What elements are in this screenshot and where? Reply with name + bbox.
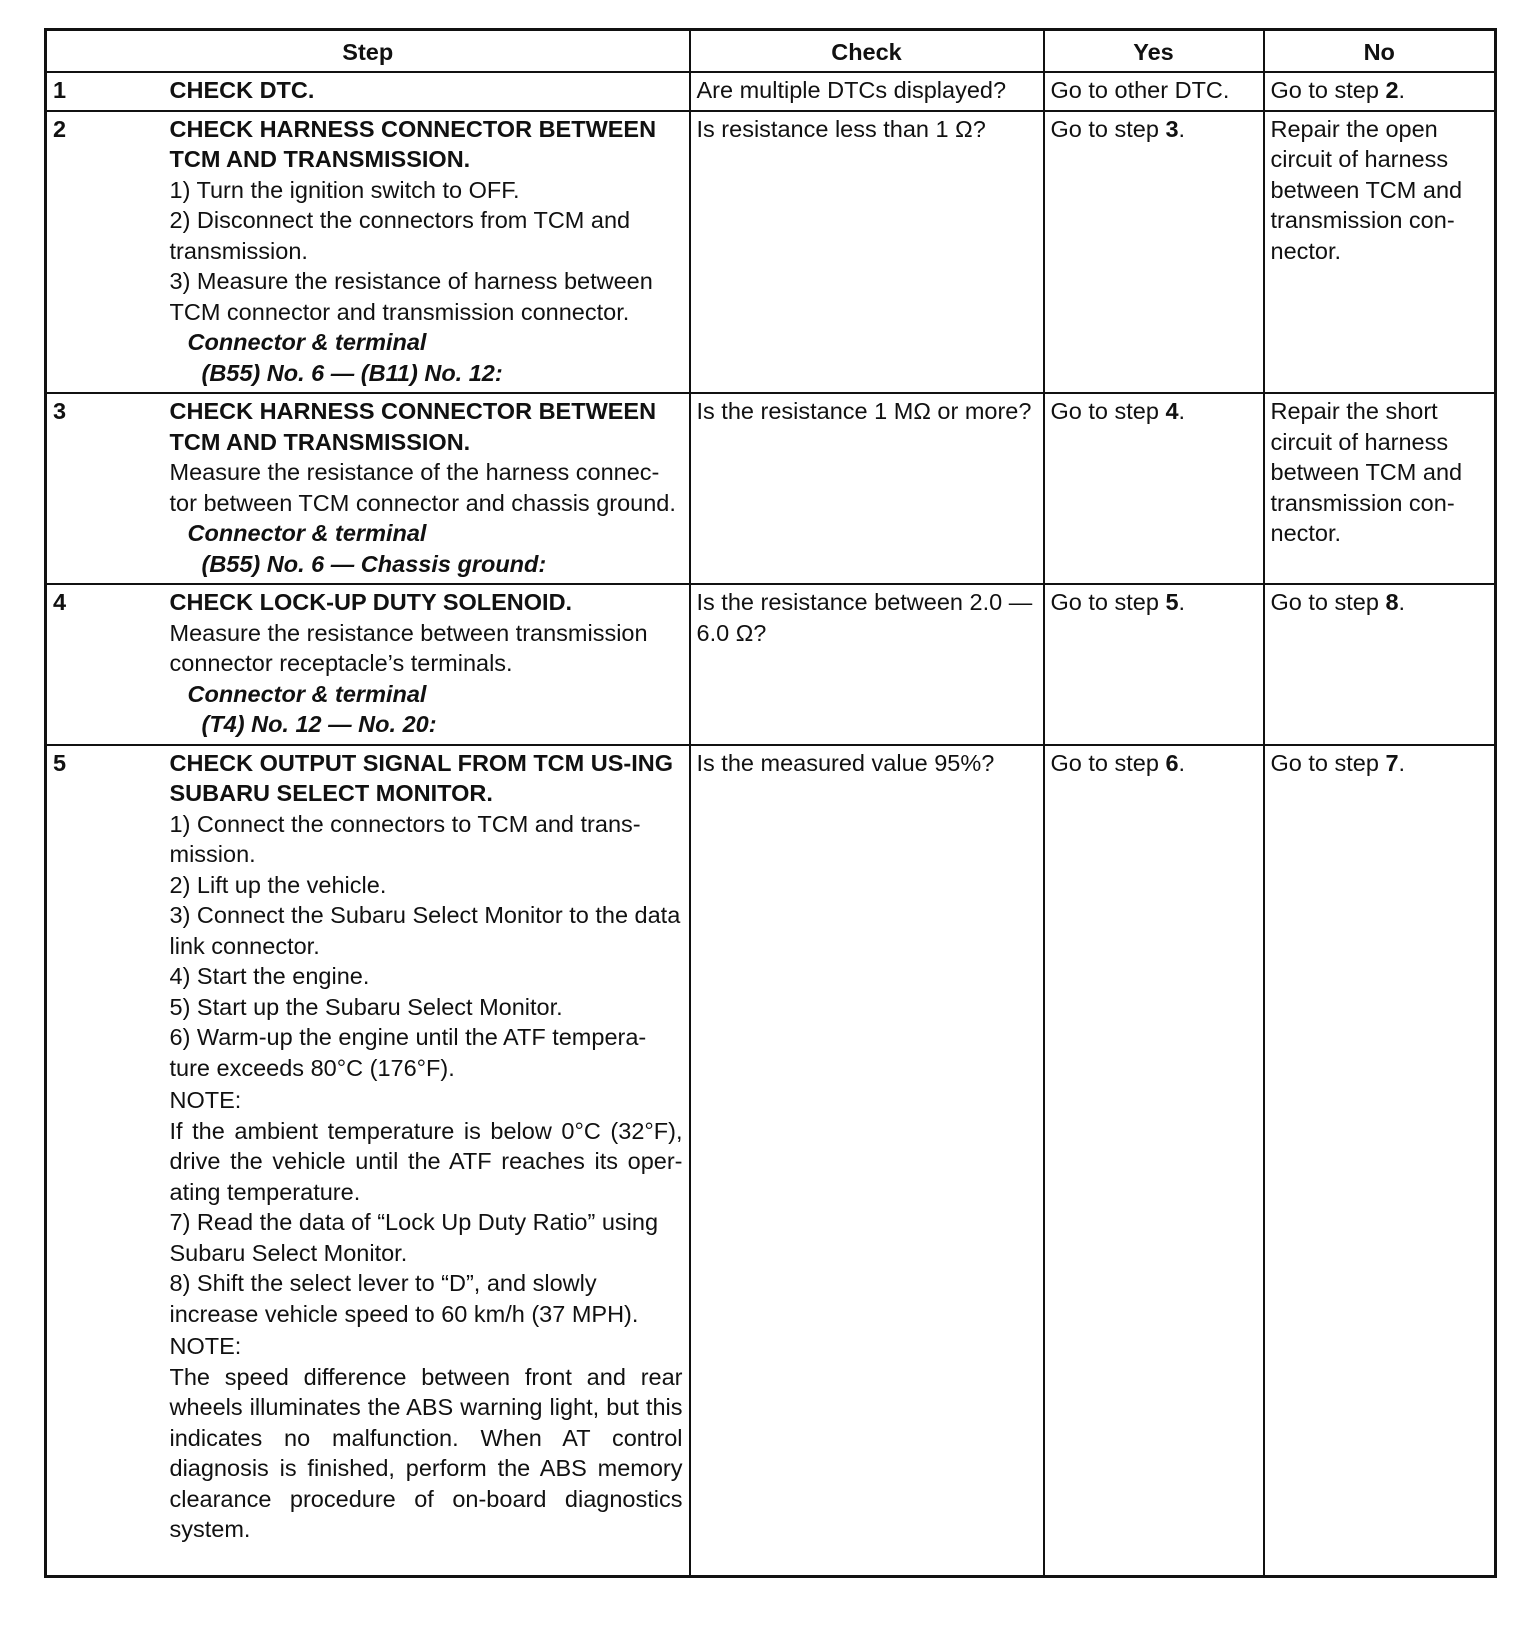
connector-terminal-value: (B55) No. 6 — Chassis ground: bbox=[201, 550, 547, 577]
no-period: . bbox=[1398, 77, 1406, 103]
yes-text: Go to step bbox=[1050, 115, 1166, 142]
table-row bbox=[46, 584, 1496, 745]
step-description bbox=[164, 111, 690, 394]
table-row bbox=[46, 745, 1496, 1577]
no-text: Go to step bbox=[1270, 589, 1386, 615]
step-instruction: Measure the resistance of the harness connec-tor between TCM connector and chassis ground. bbox=[169, 459, 676, 516]
step-instruction: 1) Connect the connectors to TCM and trans-mission. bbox=[169, 810, 641, 867]
step-number: 3 bbox=[46, 393, 164, 584]
yes-cell bbox=[1044, 111, 1264, 394]
note-label: NOTE: bbox=[169, 1333, 242, 1359]
step-title: CHECK HARNESS CONNECTOR BETWEEN TCM AND TRANSMISSION. bbox=[169, 398, 657, 455]
no-cell bbox=[1264, 584, 1496, 745]
yes-text: Go to step bbox=[1050, 589, 1166, 615]
table-header-row bbox=[46, 30, 1496, 73]
check-cell: Is the resistance 1 MΩ or more? bbox=[690, 393, 1044, 584]
yes-period: . bbox=[1178, 398, 1186, 424]
yes-text: Go to step bbox=[1050, 749, 1166, 776]
yes-step-ref: 5 bbox=[1165, 589, 1179, 615]
step-instruction: 2) Lift up the vehicle. bbox=[169, 871, 387, 898]
no-cell: Repair the short circuit of harness between TCM and transmission con-nector. bbox=[1264, 393, 1496, 584]
yes-step-ref: 3 bbox=[1165, 115, 1179, 142]
step-instruction: 8) Shift the select lever to “D”, and slowly increase vehicle speed to 60 km/h (37 MPH). bbox=[169, 1270, 639, 1327]
yes-text: Go to other DTC. bbox=[1050, 77, 1230, 103]
step-title: CHECK OUTPUT SIGNAL FROM TCM US-ING SUBARU SELECT MONITOR. bbox=[169, 749, 673, 806]
table-row bbox=[46, 72, 1496, 111]
step-number: 5 bbox=[46, 745, 164, 1577]
connector-terminal-label: Connector & terminal bbox=[187, 329, 427, 355]
check-cell: Is the measured value 95%? bbox=[690, 745, 1044, 1577]
no-cell bbox=[1264, 745, 1496, 1577]
table-row bbox=[46, 393, 1496, 584]
no-period: . bbox=[1398, 589, 1406, 615]
yes-cell bbox=[1044, 393, 1264, 584]
diagnostic-procedure-table bbox=[44, 28, 1497, 1578]
step-instruction: 7) Read the data of “Lock Up Duty Ratio” using Subaru Select Monitor. bbox=[169, 1209, 659, 1266]
no-period: . bbox=[1398, 749, 1406, 776]
check-cell: Is the resistance between 2.0 — 6.0 Ω? bbox=[690, 584, 1044, 745]
yes-step-ref: 6 bbox=[1165, 749, 1179, 776]
step-description bbox=[164, 393, 690, 584]
yes-period: . bbox=[1178, 115, 1186, 142]
header-check: Check bbox=[690, 30, 1044, 73]
step-instruction: 1) Turn the ignition switch to OFF. bbox=[169, 176, 520, 203]
check-cell: Are multiple DTCs displayed? bbox=[690, 72, 1044, 111]
step-title: CHECK DTC. bbox=[169, 77, 315, 103]
step-description bbox=[164, 745, 690, 1577]
note-text: The speed difference between front and rear wheels illuminates the ABS warning light, but this indicates no malfunction. When AT control diagnosis is finished, perform the ABS memory clearance procedure of on-board diagnostics system. bbox=[169, 1363, 683, 1542]
no-text: Go to step bbox=[1270, 77, 1386, 103]
yes-cell bbox=[1044, 72, 1264, 111]
step-description bbox=[164, 72, 690, 111]
no-cell bbox=[1264, 72, 1496, 111]
no-text: Go to step bbox=[1270, 749, 1386, 776]
step-instruction: 5) Start up the Subaru Select Monitor. bbox=[169, 993, 563, 1020]
no-step-ref: 7 bbox=[1385, 749, 1399, 776]
step-description bbox=[164, 584, 690, 745]
step-instruction: 2) Disconnect the connectors from TCM and transmission. bbox=[169, 207, 631, 264]
step-title: CHECK LOCK-UP DUTY SOLENOID. bbox=[169, 589, 573, 615]
yes-text: Go to step bbox=[1050, 398, 1166, 424]
connector-terminal-value: (T4) No. 12 — No. 20: bbox=[201, 711, 437, 737]
step-title: CHECK HARNESS CONNECTOR BETWEEN TCM AND TRANSMISSION. bbox=[169, 115, 657, 172]
yes-step-ref: 4 bbox=[1165, 398, 1179, 424]
step-instruction: Measure the resistance between transmission connector receptacle’s terminals. bbox=[169, 619, 648, 676]
connector-terminal-label: Connector & terminal bbox=[187, 680, 427, 707]
yes-cell bbox=[1044, 745, 1264, 1577]
step-number: 2 bbox=[46, 111, 164, 394]
yes-cell bbox=[1044, 584, 1264, 745]
step-instruction: 6) Warm-up the engine until the ATF tempera-ture exceeds 80°C (176°F). bbox=[169, 1024, 647, 1081]
connector-terminal-value: (B55) No. 6 — (B11) No. 12: bbox=[201, 359, 503, 386]
header-yes: Yes bbox=[1044, 30, 1264, 73]
table-row bbox=[46, 111, 1496, 394]
step-instruction: 4) Start the engine. bbox=[169, 963, 370, 989]
connector-terminal-label: Connector & terminal bbox=[187, 520, 427, 546]
note-text: If the ambient temperature is below 0°C (32°F), drive the vehicle until the ATF reaches its oper-ating temperature. bbox=[169, 1117, 683, 1205]
no-step-ref: 2 bbox=[1385, 77, 1399, 103]
step-instruction: 3) Measure the resistance of harness between TCM connector and transmission connector. bbox=[169, 268, 653, 325]
yes-period: . bbox=[1178, 589, 1186, 615]
no-cell: Repair the open circuit of harness between TCM and transmission con-nector. bbox=[1264, 111, 1496, 394]
header-step: Step bbox=[46, 30, 690, 73]
header-no: No bbox=[1264, 30, 1496, 73]
note-label: NOTE: bbox=[169, 1087, 242, 1113]
step-number: 4 bbox=[46, 584, 164, 745]
step-number: 1 bbox=[46, 72, 164, 111]
yes-period: . bbox=[1178, 749, 1186, 776]
step-instruction: 3) Connect the Subaru Select Monitor to the data link connector. bbox=[169, 902, 681, 959]
check-cell: Is resistance less than 1 Ω? bbox=[690, 111, 1044, 394]
no-step-ref: 8 bbox=[1385, 589, 1399, 615]
